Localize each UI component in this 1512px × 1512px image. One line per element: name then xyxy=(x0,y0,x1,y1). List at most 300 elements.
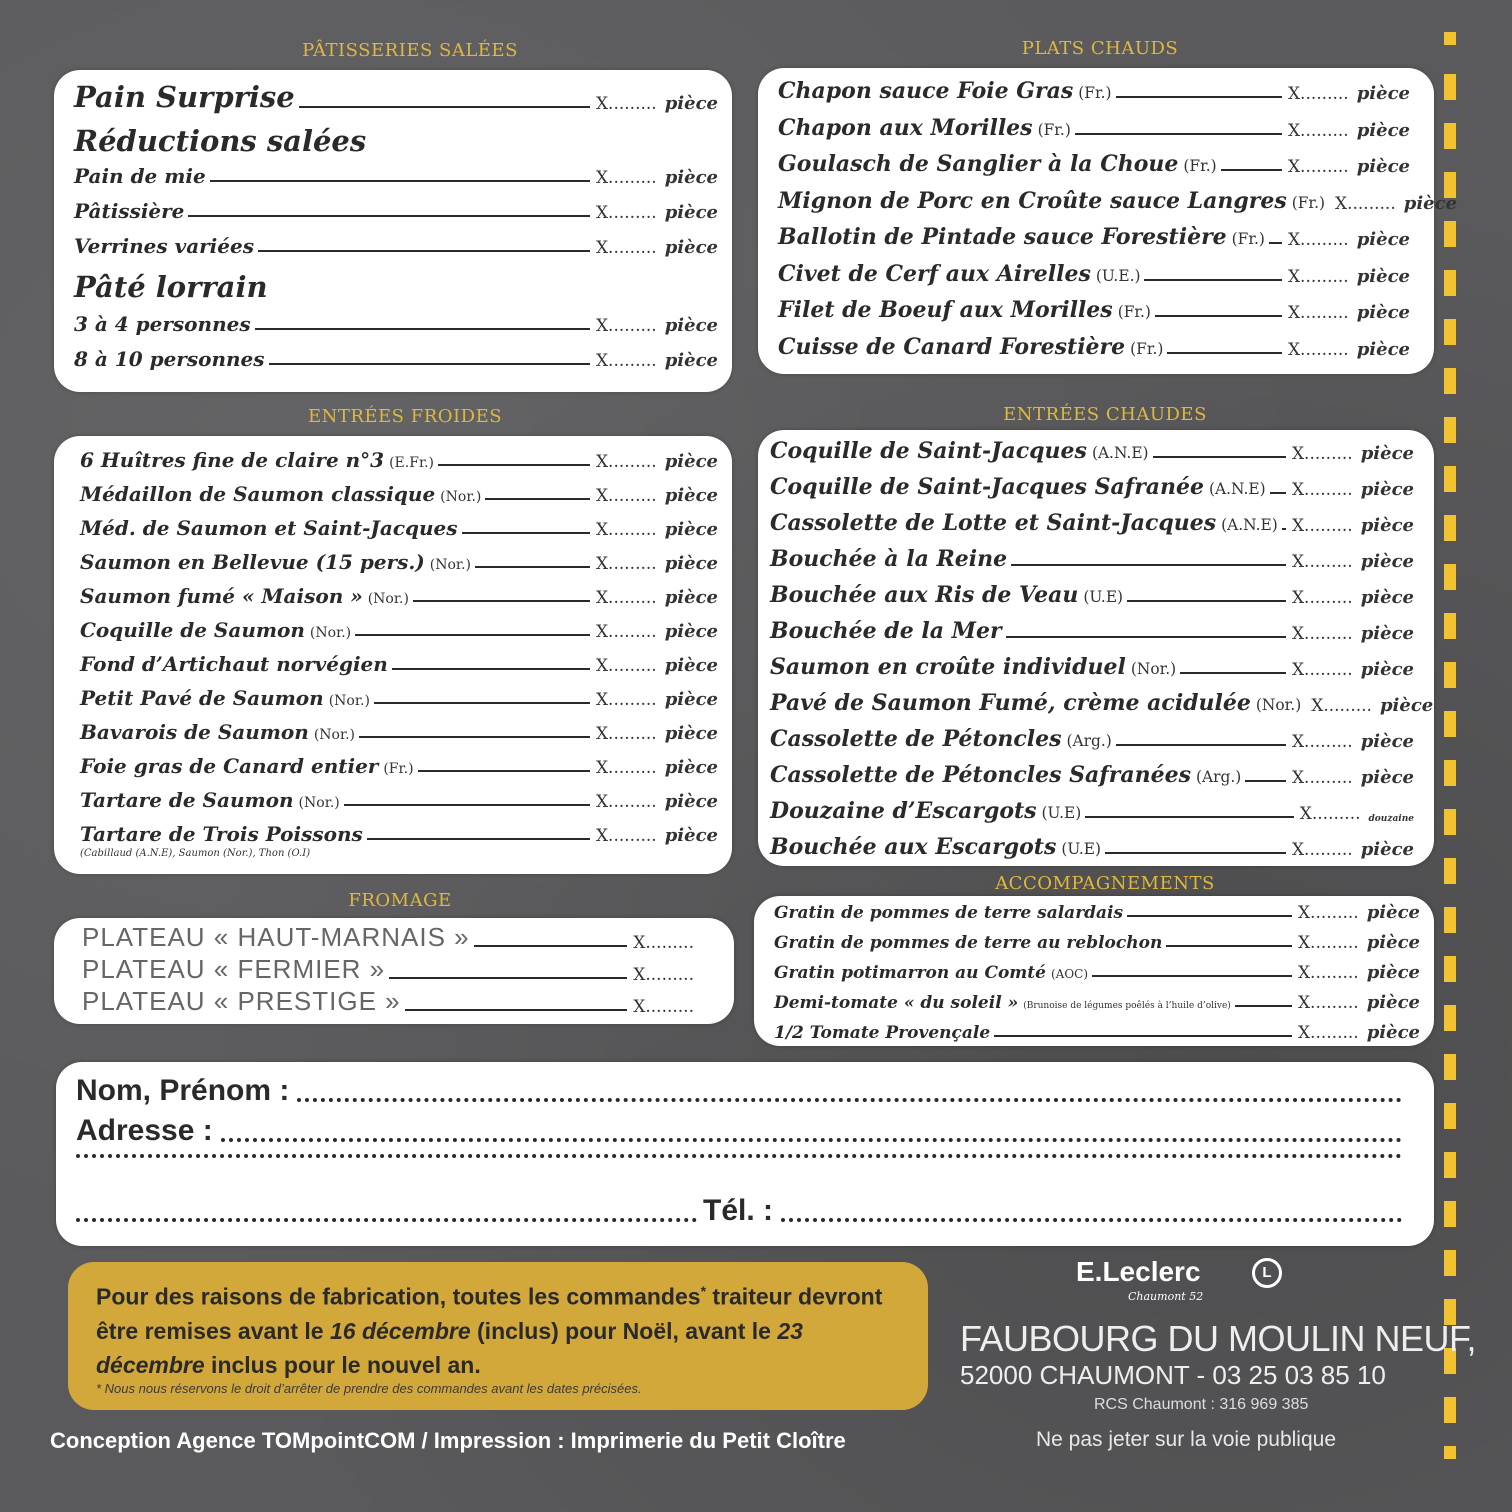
quantity-mark: X......... xyxy=(1291,660,1353,680)
border-dash xyxy=(1444,613,1456,639)
order-row[interactable] xyxy=(774,932,1420,953)
unit-label: pièce xyxy=(1360,479,1414,500)
unit-label: pièce xyxy=(1360,767,1414,788)
quantity-mark: X......... xyxy=(595,452,657,472)
unit-label: douzaine xyxy=(1368,814,1414,824)
item-name: Civet de Cerf aux Airelles (U.E.) xyxy=(778,260,1141,287)
origin-label: (Nor.) xyxy=(440,489,482,505)
quantity-mark: X......... xyxy=(1291,732,1353,752)
unit-label: pièce xyxy=(1356,338,1410,360)
unit-label: pièce xyxy=(664,202,718,223)
section-title-patisseries: PÂTISSERIES SALÉES xyxy=(302,40,518,61)
border-dash xyxy=(1444,32,1456,45)
item-name: 8 à 10 personnes xyxy=(74,347,265,371)
quantity-mark: X......... xyxy=(1287,84,1349,104)
quantity-mark: X......... xyxy=(595,622,657,642)
panel-accompagnements xyxy=(754,896,1434,1046)
order-row[interactable] xyxy=(770,762,1414,788)
quantity-mark: X......... xyxy=(1299,804,1361,824)
unit-label: pièce xyxy=(664,485,718,506)
order-row[interactable] xyxy=(80,686,718,710)
panel-entrees-chaudes xyxy=(758,430,1434,866)
unit-label: pièce xyxy=(1360,659,1414,680)
origin-label: (A.N.E) xyxy=(1209,480,1266,498)
order-row[interactable] xyxy=(770,834,1414,860)
dashed-border-strip xyxy=(1442,30,1462,1510)
quantity-line xyxy=(994,1035,1292,1037)
order-row[interactable] xyxy=(770,654,1414,680)
border-dash xyxy=(1444,858,1456,884)
quantity-line xyxy=(1221,169,1282,171)
quantity-mark: X......... xyxy=(1291,516,1353,536)
quantity-line xyxy=(359,736,590,738)
origin-label: (AOC) xyxy=(1050,967,1089,981)
order-row[interactable] xyxy=(74,234,718,258)
quantity-line xyxy=(413,600,590,602)
item-name: Ballotin de Pintade sauce Forestière (Fr.) xyxy=(778,224,1265,250)
order-row[interactable] xyxy=(778,297,1410,323)
unit-label: pièce xyxy=(664,167,718,188)
unit-label: pièce xyxy=(664,825,718,846)
quantity-line xyxy=(1180,672,1286,674)
unit-label: pièce xyxy=(664,237,718,258)
order-row[interactable] xyxy=(80,448,718,472)
border-dash xyxy=(1444,1250,1456,1276)
border-dash xyxy=(1444,1446,1456,1459)
border-dash xyxy=(1444,221,1456,247)
origin-label: (A.N.E) xyxy=(1221,516,1278,534)
panel-order-form xyxy=(56,1062,1434,1246)
quantity-mark: X......... xyxy=(1291,444,1353,464)
unit-label: pièce xyxy=(664,553,718,574)
quantity-line xyxy=(355,634,590,636)
border-dash xyxy=(1444,809,1456,835)
unit-label: pièce xyxy=(664,315,718,336)
notice-text: Pour des raisons de fabrication, toutes les commandes* traiteur devront être remises avant le 16 décembre (inclus) pour Noël, avant le 23 décembre inclus pour le nouvel an. xyxy=(96,1283,883,1378)
order-row[interactable] xyxy=(770,690,1434,716)
quantity-mark: X......... xyxy=(1291,768,1353,788)
origin-label: (Nor.) xyxy=(1255,696,1302,714)
item-name: PLATEAU « HAUT-MARNAIS » xyxy=(82,922,470,952)
order-row[interactable] xyxy=(778,151,1410,177)
quantity-line xyxy=(1011,564,1286,566)
footer-credit: Conception Agence TOMpointCOM / Impression : Imprimerie du Petit Cloître xyxy=(50,1428,846,1453)
order-row[interactable] xyxy=(74,347,718,371)
quantity-line xyxy=(1006,636,1286,638)
origin-label: (Arg.) xyxy=(1196,768,1242,786)
item-name: 1/2 Tomate Provençale xyxy=(774,1023,991,1043)
quantity-line xyxy=(1282,528,1286,530)
item-name: PLATEAU « PRESTIGE » xyxy=(82,986,401,1016)
item-name: 3 à 4 personnes xyxy=(74,312,251,336)
item-name: Verrines variées xyxy=(74,234,254,258)
unit-label: pièce xyxy=(1379,695,1434,716)
quantity-line xyxy=(1270,492,1286,494)
item-name: Foie gras de Canard entier (Fr.) xyxy=(80,754,414,778)
leclerc-logo-icon: L xyxy=(1252,1258,1282,1288)
border-dash xyxy=(1444,1152,1456,1178)
quantity-mark: X......... xyxy=(595,94,657,114)
item-name: Goulasch de Sanglier à la Choue (Fr.) xyxy=(778,151,1217,177)
item-name: Chapon sauce Foie Gras (Fr.) xyxy=(778,78,1112,104)
border-dash xyxy=(1444,123,1456,149)
order-row[interactable] xyxy=(770,726,1414,752)
border-dash xyxy=(1444,270,1456,296)
quantity-mark: X......... xyxy=(595,792,657,812)
border-dash xyxy=(1444,760,1456,786)
section-title-fromage: FROMAGE xyxy=(348,890,452,911)
order-row[interactable] xyxy=(80,822,718,846)
item-name: Pain de mie xyxy=(74,164,206,188)
quantity-line xyxy=(1167,352,1282,354)
quantity-line xyxy=(1127,600,1286,602)
brand-logo-text: E.Leclerc xyxy=(1076,1256,1201,1287)
section-title-entrees-chaudes: ENTRÉES CHAUDES xyxy=(1003,404,1207,425)
name-label: Nom, Prénom : xyxy=(76,1074,290,1107)
item-name: Gratin potimarron au Comté (AOC) xyxy=(774,963,1089,983)
item-name: Coquille de Saint-Jacques Safranée (A.N.E) xyxy=(770,474,1266,500)
quantity-line xyxy=(1153,456,1286,458)
border-dash xyxy=(1444,319,1456,345)
quantity-mark: X......... xyxy=(1297,1023,1359,1043)
item-name: Coquille de Saumon (Nor.) xyxy=(80,618,352,642)
border-dash xyxy=(1444,662,1456,688)
item-name: Tartare de Saumon (Nor.) xyxy=(80,788,340,812)
quantity-mark: X......... xyxy=(595,203,657,223)
quantity-mark: X......... xyxy=(595,588,657,608)
subheading-pate-lorrain: Pâté lorrain xyxy=(74,270,268,304)
phone-field[interactable] xyxy=(76,1194,1408,1228)
quantity-line xyxy=(1075,133,1282,135)
rcs-number: RCS Chaumont : 316 969 385 xyxy=(1094,1396,1309,1413)
phone-dotted-line xyxy=(781,1218,1402,1222)
item-name: Pain Surprise xyxy=(74,80,295,114)
border-dash xyxy=(1444,515,1456,541)
unit-label: pièce xyxy=(1360,515,1414,536)
order-row[interactable] xyxy=(80,584,718,608)
quantity-mark: X......... xyxy=(595,238,657,258)
order-row[interactable] xyxy=(774,992,1420,1013)
item-name: Cassolette de Pétoncles (Arg.) xyxy=(770,726,1112,752)
quantity-line xyxy=(258,250,590,252)
border-dash xyxy=(1444,417,1456,443)
address-label: Adresse : xyxy=(76,1114,213,1147)
address-dotted-line-2 xyxy=(76,1154,1402,1158)
order-row[interactable] xyxy=(778,78,1410,104)
item-name: Demi-tomate « du soleil » (Brunoise de légumes poêlés à l’huile d’olive) xyxy=(774,993,1231,1013)
unit-label: pièce xyxy=(664,689,718,710)
panel-patisseries xyxy=(54,70,732,392)
order-row[interactable] xyxy=(74,164,718,188)
quantity-line xyxy=(1235,1005,1292,1007)
origin-label: (Nor.) xyxy=(328,693,370,709)
unit-label: pièce xyxy=(664,621,718,642)
origin-label: (E.Fr.) xyxy=(389,455,435,471)
quantity-mark: X......... xyxy=(1287,339,1349,360)
item-note: (Cabillaud (A.N.E), Saumon (Nor.), Thon (O.I) xyxy=(80,848,311,859)
order-row[interactable] xyxy=(82,954,694,985)
origin-label: (Nor.) xyxy=(309,625,352,641)
quantity-mark: X......... xyxy=(595,656,657,676)
order-row[interactable] xyxy=(80,618,718,642)
origin-label: (Nor.) xyxy=(313,727,356,743)
quantity-mark: X......... xyxy=(1287,303,1349,323)
quantity-line xyxy=(485,498,590,500)
border-dash xyxy=(1444,907,1456,933)
border-dash xyxy=(1444,711,1456,737)
unit-label: pièce xyxy=(664,587,718,608)
unit-label: pièce xyxy=(1356,83,1410,104)
unit-label: pièce xyxy=(1366,992,1420,1013)
address-dotted-line-3 xyxy=(76,1218,697,1222)
quantity-line xyxy=(389,977,627,979)
order-row[interactable] xyxy=(774,902,1420,923)
quantity-mark: X......... xyxy=(633,965,694,985)
name-field[interactable] xyxy=(76,1074,1408,1108)
unit-label: pièce xyxy=(1360,623,1414,644)
quantity-line xyxy=(475,566,590,568)
quantity-mark: X......... xyxy=(1311,696,1372,716)
unit-label: pièce xyxy=(1366,962,1420,983)
quantity-line xyxy=(1269,242,1282,244)
unit-label: pièce xyxy=(1356,302,1410,323)
quantity-mark: X......... xyxy=(1287,120,1349,141)
order-row[interactable] xyxy=(770,546,1414,572)
quantity-mark: X......... xyxy=(633,997,694,1017)
unit-label: pièce xyxy=(1403,192,1458,214)
item-name: Filet de Boeuf aux Morilles (Fr.) xyxy=(778,297,1151,323)
quantity-line xyxy=(367,838,590,840)
origin-label: (Fr.) xyxy=(383,761,414,777)
panel-fromage xyxy=(54,918,734,1024)
origin-label: (Fr.) xyxy=(1078,84,1112,102)
quantity-line xyxy=(1245,780,1286,782)
quantity-mark: X......... xyxy=(1291,552,1353,572)
origin-label: (Nor.) xyxy=(298,795,340,811)
unit-label: pièce xyxy=(664,519,718,540)
quantity-line xyxy=(1105,852,1286,854)
quantity-mark: X......... xyxy=(595,520,657,540)
unit-label: pièce xyxy=(1356,119,1410,141)
quantity-line xyxy=(1116,96,1282,98)
quantity-mark: X......... xyxy=(1291,480,1353,500)
order-row[interactable] xyxy=(80,550,718,574)
order-row[interactable] xyxy=(82,922,694,953)
order-row[interactable] xyxy=(778,261,1410,287)
order-row[interactable] xyxy=(774,962,1420,983)
order-row[interactable] xyxy=(770,798,1414,824)
unit-label: pièce xyxy=(1366,932,1420,953)
item-name: Pavé de Saumon Fumé, crème acidulée (Nor.) xyxy=(770,690,1302,716)
quantity-line xyxy=(299,106,590,108)
order-row[interactable] xyxy=(80,788,718,812)
unit-label: pièce xyxy=(664,757,718,778)
origin-label: (U.E.) xyxy=(1095,266,1141,285)
quantity-line xyxy=(1085,816,1294,818)
border-dash xyxy=(1444,1201,1456,1227)
origin-label: (Nor.) xyxy=(429,557,471,573)
item-name: Méd. de Saumon et Saint-Jacques xyxy=(80,516,458,540)
phone-label: Tél. : xyxy=(703,1194,774,1227)
origin-label: (Fr.) xyxy=(1130,339,1164,358)
item-name: Coquille de Saint-Jacques (A.N.E) xyxy=(770,438,1149,464)
quantity-mark: X......... xyxy=(1287,157,1349,177)
quantity-line xyxy=(188,215,590,217)
origin-label: (U.E) xyxy=(1041,804,1082,822)
address-dotted-line xyxy=(221,1138,1402,1142)
border-dash xyxy=(1444,74,1456,100)
quantity-line xyxy=(1127,915,1292,917)
order-row[interactable] xyxy=(74,199,718,223)
quantity-mark: X......... xyxy=(633,933,694,953)
item-name: Douzaine d’Escargots (U.E) xyxy=(770,798,1082,824)
origin-label: (Fr.) xyxy=(1037,120,1071,139)
border-dash xyxy=(1444,466,1456,492)
quantity-mark: X......... xyxy=(595,758,657,778)
quantity-mark: X......... xyxy=(595,316,657,336)
origin-label: (Fr.) xyxy=(1183,157,1217,175)
order-row[interactable] xyxy=(774,1022,1420,1043)
panel-entrees-froides xyxy=(54,436,732,874)
item-name: Bouchée de la Mer xyxy=(770,618,1002,644)
quantity-mark: X......... xyxy=(595,351,657,371)
origin-label: (Fr.) xyxy=(1117,303,1151,321)
quantity-line xyxy=(405,1009,628,1011)
order-row[interactable] xyxy=(778,115,1410,141)
item-name: Cassolette de Pétoncles Safranées (Arg.) xyxy=(770,762,1242,788)
item-name: 6 Huîtres fine de claire n°3 (E.Fr.) xyxy=(80,448,435,472)
quantity-line xyxy=(418,770,590,772)
unit-label: pièce xyxy=(1360,443,1414,464)
item-name: Chapon aux Morilles (Fr.) xyxy=(778,114,1071,141)
item-name: Gratin de pommes de terre au reblochon xyxy=(774,933,1163,953)
footer-recycling-note: Ne pas jeter sur la voie publique xyxy=(1036,1428,1337,1451)
quantity-mark: X......... xyxy=(1291,840,1353,860)
unit-label: pièce xyxy=(1360,551,1414,572)
item-name: Bouchée aux Ris de Veau (U.E) xyxy=(770,582,1124,608)
unit-label: pièce xyxy=(664,350,718,371)
unit-label: pièce xyxy=(1356,156,1410,177)
address-line2: 52000 CHAUMONT - 03 25 03 85 10 xyxy=(960,1360,1386,1390)
quantity-mark: X......... xyxy=(595,168,657,188)
unit-label: pièce xyxy=(664,791,718,812)
address-line1: FAUBOURG DU MOULIN NEUF, xyxy=(960,1318,1477,1359)
item-name: Tartare de Trois Poissons xyxy=(80,822,363,846)
quantity-line xyxy=(269,363,590,365)
subheading-reductions: Réductions salées xyxy=(74,124,367,158)
order-row[interactable] xyxy=(80,482,718,506)
quantity-line xyxy=(1092,975,1292,977)
item-name: Fond d’Artichaut norvégien xyxy=(80,652,388,676)
border-dash xyxy=(1444,1103,1456,1129)
item-name: Cassolette de Lotte et Saint-Jacques (A.N.E) xyxy=(770,510,1278,536)
origin-label: (Fr.) xyxy=(1231,230,1265,248)
quantity-mark: X......... xyxy=(595,554,657,574)
section-title-entrees-froides: ENTRÉES FROIDES xyxy=(307,406,503,427)
quantity-mark: X......... xyxy=(1287,266,1349,287)
order-row[interactable] xyxy=(770,438,1414,464)
address-field[interactable] xyxy=(76,1114,1408,1148)
quantity-mark: X......... xyxy=(595,690,657,710)
origin-label: (Fr.) xyxy=(1291,193,1325,212)
quantity-line xyxy=(392,668,590,670)
origin-label: (Arg.) xyxy=(1066,732,1112,750)
address-field-line2[interactable] xyxy=(76,1154,1408,1164)
origin-label: (Nor.) xyxy=(1130,660,1177,678)
quantity-line xyxy=(374,702,590,704)
unit-label: pièce xyxy=(1360,731,1414,752)
quantity-mark: X......... xyxy=(1334,193,1396,214)
order-row[interactable] xyxy=(74,80,718,114)
unit-label: pièce xyxy=(1356,229,1410,250)
unit-label: pièce xyxy=(1356,265,1410,287)
border-dash xyxy=(1444,564,1456,590)
order-row[interactable] xyxy=(80,516,718,540)
order-row[interactable] xyxy=(80,652,718,676)
order-deadline-notice xyxy=(68,1262,928,1410)
order-row[interactable] xyxy=(80,720,718,744)
item-name: Bouchée à la Reine xyxy=(770,546,1008,572)
order-row[interactable] xyxy=(778,224,1410,250)
panel-plats-chauds xyxy=(758,68,1458,374)
quantity-line xyxy=(1116,744,1286,746)
order-row[interactable] xyxy=(770,582,1414,608)
origin-label: (A.N.E) xyxy=(1091,444,1149,462)
item-name: Médaillon de Saumon classique (Nor.) xyxy=(80,482,482,506)
quantity-mark: X......... xyxy=(595,486,657,506)
origin-label: (Nor.) xyxy=(367,591,409,607)
quantity-mark: X......... xyxy=(1287,230,1349,250)
quantity-line xyxy=(474,945,628,947)
order-row[interactable] xyxy=(778,187,1458,214)
origin-label: (U.E) xyxy=(1083,588,1124,606)
order-row[interactable] xyxy=(74,312,718,336)
border-dash xyxy=(1444,368,1456,394)
order-row[interactable] xyxy=(770,618,1414,644)
item-name: Gratin de pommes de terre salardais xyxy=(774,903,1124,923)
quantity-mark: X......... xyxy=(1297,933,1359,953)
item-name: Mignon de Porc en Croûte sauce Langres (Fr.) xyxy=(778,187,1325,214)
item-name: Pâtissière xyxy=(74,199,185,223)
border-dash xyxy=(1444,1397,1456,1423)
quantity-mark: X......... xyxy=(1291,588,1353,608)
origin-label: (U.E) xyxy=(1061,840,1102,858)
quantity-line xyxy=(1155,315,1282,317)
item-name: Bavarois de Saumon (Nor.) xyxy=(80,720,356,744)
quantity-line xyxy=(255,328,590,330)
name-dotted-line xyxy=(297,1098,1402,1102)
order-row[interactable] xyxy=(770,510,1414,536)
order-row[interactable] xyxy=(80,754,718,778)
border-dash xyxy=(1444,1054,1456,1080)
item-name: PLATEAU « FERMIER » xyxy=(82,954,386,984)
quantity-mark: X......... xyxy=(1297,993,1359,1013)
unit-label: pièce xyxy=(1366,1022,1420,1043)
section-title-plats-chauds: PLATS CHAUDS xyxy=(1021,38,1179,59)
quantity-mark: X......... xyxy=(595,826,657,846)
quantity-mark: X......... xyxy=(1291,624,1353,644)
quantity-line xyxy=(344,804,590,806)
order-row[interactable] xyxy=(778,334,1410,360)
item-name: Saumon fumé « Maison » (Nor.) xyxy=(80,584,409,608)
unit-label: pièce xyxy=(1366,902,1420,923)
notice-footnote: * Nous nous réservons le droit d’arrêter de prendre des commandes avant les dates précisées. xyxy=(96,1381,642,1396)
unit-label: pièce xyxy=(664,723,718,744)
unit-label: pièce xyxy=(664,451,718,472)
border-dash xyxy=(1444,1005,1456,1031)
order-row[interactable] xyxy=(82,986,694,1017)
order-row[interactable] xyxy=(770,474,1414,500)
